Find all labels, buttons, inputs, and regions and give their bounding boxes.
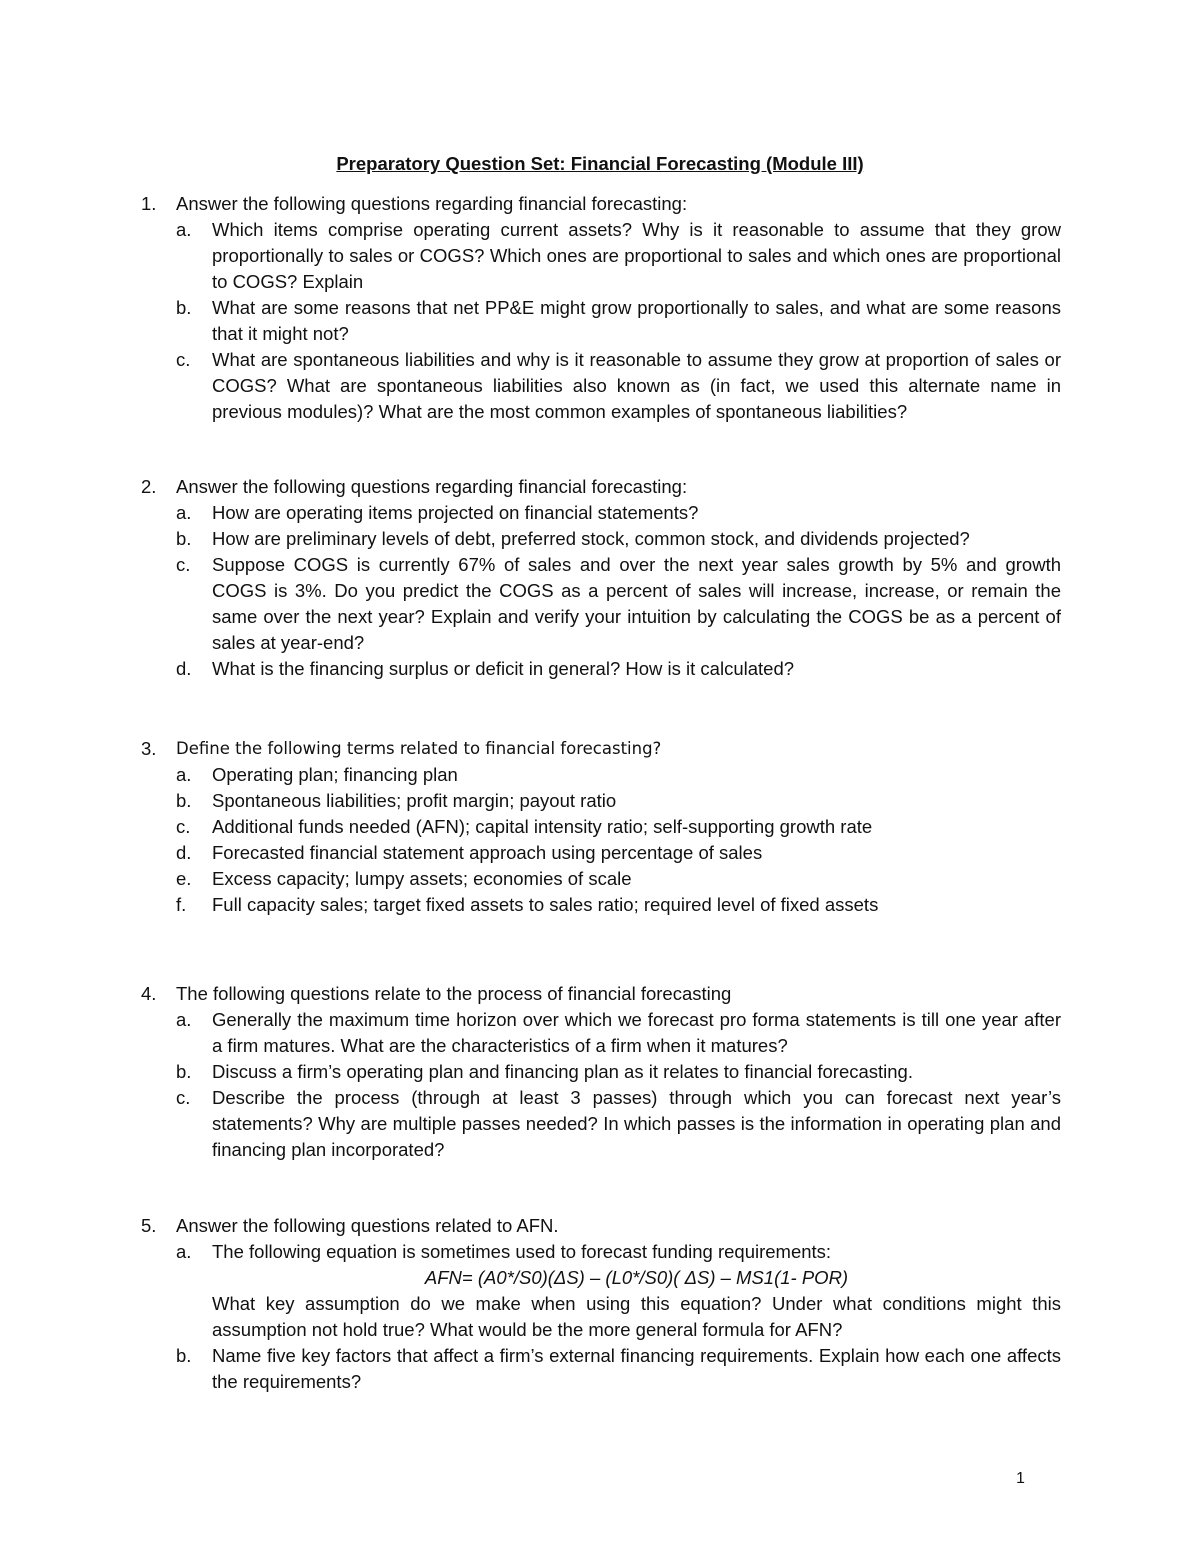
item-letter: b. xyxy=(176,1345,192,1366)
question-text: The following questions relate to the process of financial forecasting xyxy=(176,983,732,1004)
list-item xyxy=(141,347,1061,425)
item-letter: b. xyxy=(176,297,192,318)
item-letter: e. xyxy=(176,868,192,889)
list-item xyxy=(141,892,1061,918)
list-item xyxy=(141,866,1061,892)
question-text: Answer the following questions regarding financial forecasting: xyxy=(176,193,688,214)
list-item xyxy=(141,1059,1061,1085)
item-letter: b. xyxy=(176,528,192,549)
question-2 xyxy=(141,474,1061,682)
item-letter: d. xyxy=(176,842,192,863)
item-letter: d. xyxy=(176,658,192,679)
item-text: Operating plan; financing plan xyxy=(212,764,458,785)
item-text: Excess capacity; lumpy assets; economies of scale xyxy=(212,868,632,889)
question-heading xyxy=(141,474,1061,500)
item-text: How are operating items projected on financial statements? xyxy=(212,502,699,523)
document-title: Preparatory Question Set: Financial Forecasting (Module III) xyxy=(336,153,864,174)
question-number: 3. xyxy=(141,738,157,759)
list-item xyxy=(141,500,1061,526)
item-text: What are some reasons that net PP&E might grow proportionally to sales, and what are some reasons that it might not? xyxy=(212,297,1061,344)
question-text: Answer the following questions regarding financial forecasting: xyxy=(176,476,688,497)
list-item xyxy=(141,1343,1061,1395)
item-text: What are spontaneous liabilities and why is it reasonable to assume they grow at proportion of sales or COGS? What are spontaneous liabilities also known as (in fact, we used this alternate name in previous modules)? What are the most common examples of spontaneous liabilities? xyxy=(212,349,1061,422)
question-number: 4. xyxy=(141,983,157,1004)
item-letter: f. xyxy=(176,894,187,915)
item-text: Spontaneous liabilities; profit margin; payout ratio xyxy=(212,790,617,811)
page-number: 1 xyxy=(1016,1470,1025,1487)
item-text: Name five key factors that affect a firm’s external financing requirements. Explain how each one affects the requirements? xyxy=(212,1345,1061,1392)
list-item xyxy=(141,1239,1061,1265)
item-text: Describe the process (through at least 3 passes) through which you can forecast next year’s statements? Why are multiple passes needed? In which passes is the information in operating plan and financing plan incorporated? xyxy=(212,1087,1061,1160)
item-text: The following equation is sometimes used to forecast funding requirements: xyxy=(212,1241,832,1262)
item-letter: c. xyxy=(176,1087,191,1108)
item-text: Additional funds needed (AFN); capital intensity ratio; self-supporting growth rate xyxy=(212,816,873,837)
item-letter: a. xyxy=(176,502,192,523)
item-text: Discuss a firm’s operating plan and financing plan as it relates to financial forecasting. xyxy=(212,1061,913,1082)
list-item xyxy=(141,814,1061,840)
item-text: Forecasted financial statement approach using percentage of sales xyxy=(212,842,763,863)
item-letter: c. xyxy=(176,816,191,837)
item-text: Generally the maximum time horizon over which we forecast pro forma statements is till one year after a firm matures. What are the characteristics of a firm when it matures? xyxy=(212,1009,1061,1056)
question-number: 5. xyxy=(141,1215,157,1236)
question-heading xyxy=(141,736,1061,762)
list-item-continuation xyxy=(141,1291,1061,1343)
question-number: 2. xyxy=(141,476,157,497)
question-heading xyxy=(141,191,1061,217)
question-4 xyxy=(141,981,1061,1163)
question-text: Define the following terms related to financial forecasting? xyxy=(176,739,662,758)
item-letter: a. xyxy=(176,1241,192,1262)
list-item xyxy=(141,840,1061,866)
item-text: What is the financing surplus or deficit in general? How is it calculated? xyxy=(212,658,795,679)
item-letter: a. xyxy=(176,219,192,240)
item-letter: c. xyxy=(176,349,191,370)
list-item xyxy=(141,217,1061,295)
list-item xyxy=(141,1085,1061,1163)
list-item xyxy=(141,762,1061,788)
item-text: What key assumption do we make when using this equation? Under what conditions might this assumption not hold true? What would be the more general formula for AFN? xyxy=(212,1293,1061,1340)
question-heading xyxy=(141,1213,1061,1239)
question-number: 1. xyxy=(141,193,157,214)
list-item xyxy=(141,1007,1061,1059)
item-text: How are preliminary levels of debt, preferred stock, common stock, and dividends projected? xyxy=(212,528,970,549)
list-item xyxy=(141,526,1061,552)
list-item xyxy=(141,552,1061,656)
list-item xyxy=(141,656,1061,682)
question-heading xyxy=(141,981,1061,1007)
list-item xyxy=(141,295,1061,347)
item-text: Which items comprise operating current assets? Why is it reasonable to assume that they grow proportionally to sales or COGS? Which ones are proportional to sales and which ones are proportional to COGS? Explain xyxy=(212,219,1061,292)
item-text: Full capacity sales; target fixed assets to sales ratio; required level of fixed assets xyxy=(212,894,879,915)
item-letter: a. xyxy=(176,764,192,785)
item-letter: c. xyxy=(176,554,191,575)
item-letter: b. xyxy=(176,790,192,811)
question-5 xyxy=(141,1213,1061,1395)
item-letter: b. xyxy=(176,1061,192,1082)
question-3 xyxy=(141,736,1061,918)
item-letter: a. xyxy=(176,1009,192,1030)
item-text: Suppose COGS is currently 67% of sales and over the next year sales growth by 5% and growth COGS is 3%. Do you predict the COGS as a percent of sales will increase, increase, or remain the same over the next year? Explain and verify your intuition by calculating the COGS be as a percent of sales at year-end? xyxy=(212,554,1061,653)
list-item xyxy=(141,788,1061,814)
question-1 xyxy=(141,191,1061,425)
afn-formula: AFN= (A0*/S0)(ΔS) – (L0*/S0)( ΔS) – MS1(1- POR) xyxy=(424,1267,849,1288)
question-text: Answer the following questions related to AFN. xyxy=(176,1215,559,1236)
